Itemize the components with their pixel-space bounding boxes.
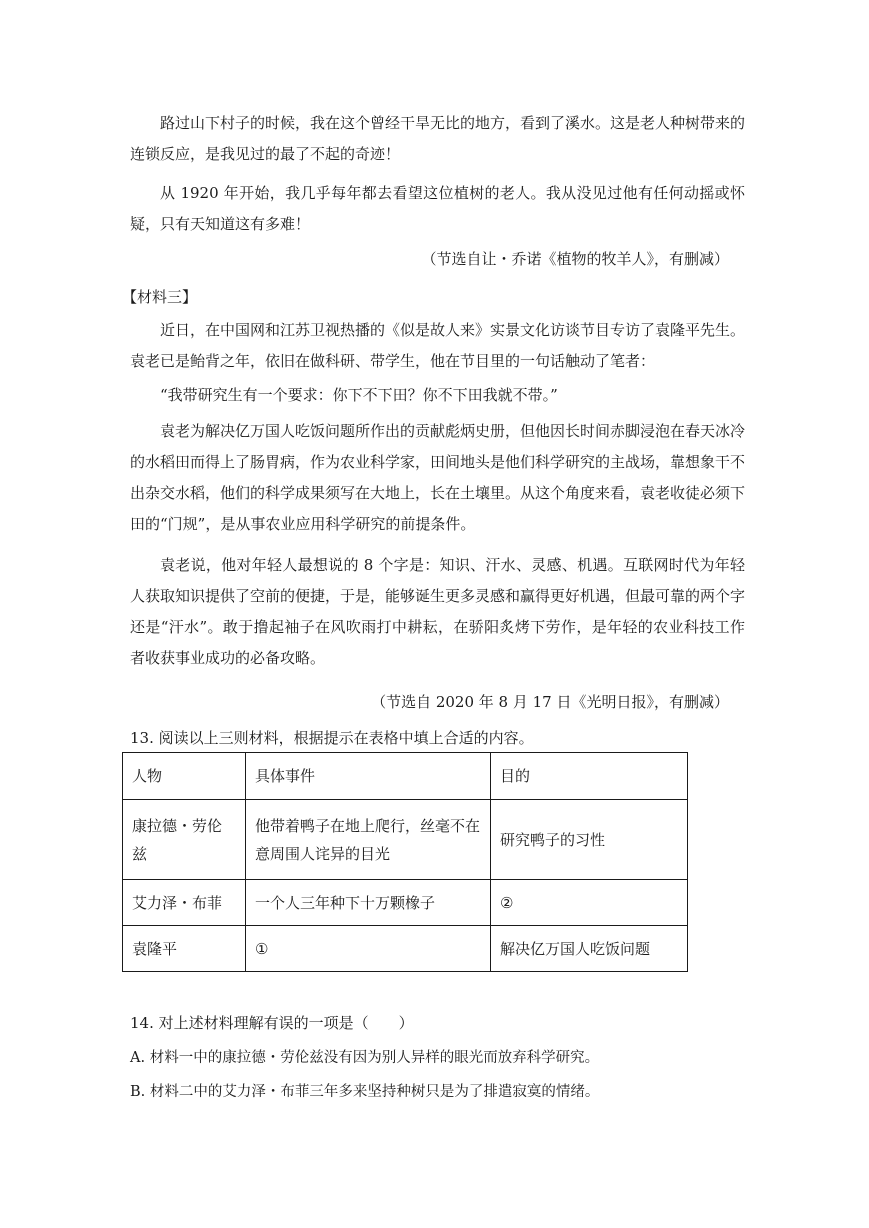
material3-source: （节选自 2020 年 8 月 17 日《光明日报》，有删减）: [371, 693, 729, 711]
material3-heading: 【材料三】: [122, 288, 198, 306]
question-14-stem: 14. 对上述材料理解有误的一项是（ ）: [130, 1014, 414, 1032]
table-cell-person: 袁隆平: [123, 926, 246, 972]
material3-paragraph-advice: 袁老说，他对年轻人最想说的 8 个字是：知识、汗水、灵感、机遇。互联网时代为年轻人获取知识提供了空前的便捷，于是，能够诞生更多灵感和赢得更好机遇，但最可靠的两个字还是“汗水”。敢于撸起袖子在风吹雨打中耕耘，在骄阳炙烤下劳作，是年轻的农业科技工作者收获事业成功的必备攻略。: [130, 556, 746, 667]
material2-paragraph-stream: 路过山下村子的时候，我在这个曾经干旱无比的地方，看到了溪水。这是老人种树带来的连锁反应，是我见过的最了不起的奇迹！: [130, 114, 746, 163]
table-cell-event: 一个人三年种下十万颗橡子: [246, 880, 491, 926]
material3-paragraph-intro: 近日，在中国网和江苏卫视热播的《似是故人来》实景文化访谈节目专访了袁隆平先生。袁老已是鲐背之年，依旧在做科研、带学生，他在节目里的一句话触动了笔者：: [130, 321, 746, 370]
material2-source: （节选自让・乔诺《植物的牧羊人》，有删减）: [421, 250, 729, 268]
question-13-stem: 13. 阅读以上三则材料，根据提示在表格中填上合适的内容。: [130, 729, 534, 747]
material3-paragraph-contribution: 袁老为解决亿万国人吃饭问题所作出的贡献彪炳史册，但他因长时间赤脚浸泡在春天冰冷的水稻田而得上了肠胃病，作为农业科学家，田间地头是他们科学研究的主战场，靠想象干不出杂交水稻，他们的科学成果须写在大地上，长在土壤里。从这个角度来看，袁老收徒必须下田的“门规”，是从事农业应用科学研究的前提条件。: [130, 422, 746, 533]
material3-quote: “我带研究生有一个要求：你下不下田？你不下田我就不带。”: [160, 386, 558, 404]
table-header-cell: 具体事件: [246, 753, 491, 800]
table-row: [123, 926, 688, 972]
table-cell-event: 他带着鸭子在地上爬行，丝毫不在意周围人诧异的目光: [246, 800, 491, 880]
question-13-table: [122, 752, 688, 972]
question-14-option-b[interactable]: B. 材料二中的艾力泽・布菲三年多来坚持种树只是为了排遣寂寞的情绪。: [130, 1084, 600, 1100]
table-header-cell: 目的: [491, 753, 688, 800]
table-cell-purpose: 解决亿万国人吃饭问题: [491, 926, 688, 972]
table-row: [123, 880, 688, 926]
table-header-cell: 人物: [123, 753, 246, 800]
table-row: [123, 800, 688, 880]
question-14-option-a[interactable]: A. 材料一中的康拉德・劳伦兹没有因为别人异样的眼光而放弃科学研究。: [130, 1050, 600, 1066]
material2-paragraph-visits: 从 1920 年开始，我几乎每年都去看望这位植树的老人。我从没见过他有任何动摇或怀疑，只有天知道这有多难！: [130, 184, 745, 233]
table-cell-purpose: 研究鸭子的习性: [491, 800, 688, 880]
table-cell-event[interactable]: ①: [246, 926, 491, 972]
table-cell-person: 康拉德・劳伦兹: [123, 800, 246, 880]
table-cell-person: 艾力泽・布菲: [123, 880, 246, 926]
table-cell-purpose[interactable]: ②: [491, 880, 688, 926]
table-header-row: [123, 753, 688, 800]
